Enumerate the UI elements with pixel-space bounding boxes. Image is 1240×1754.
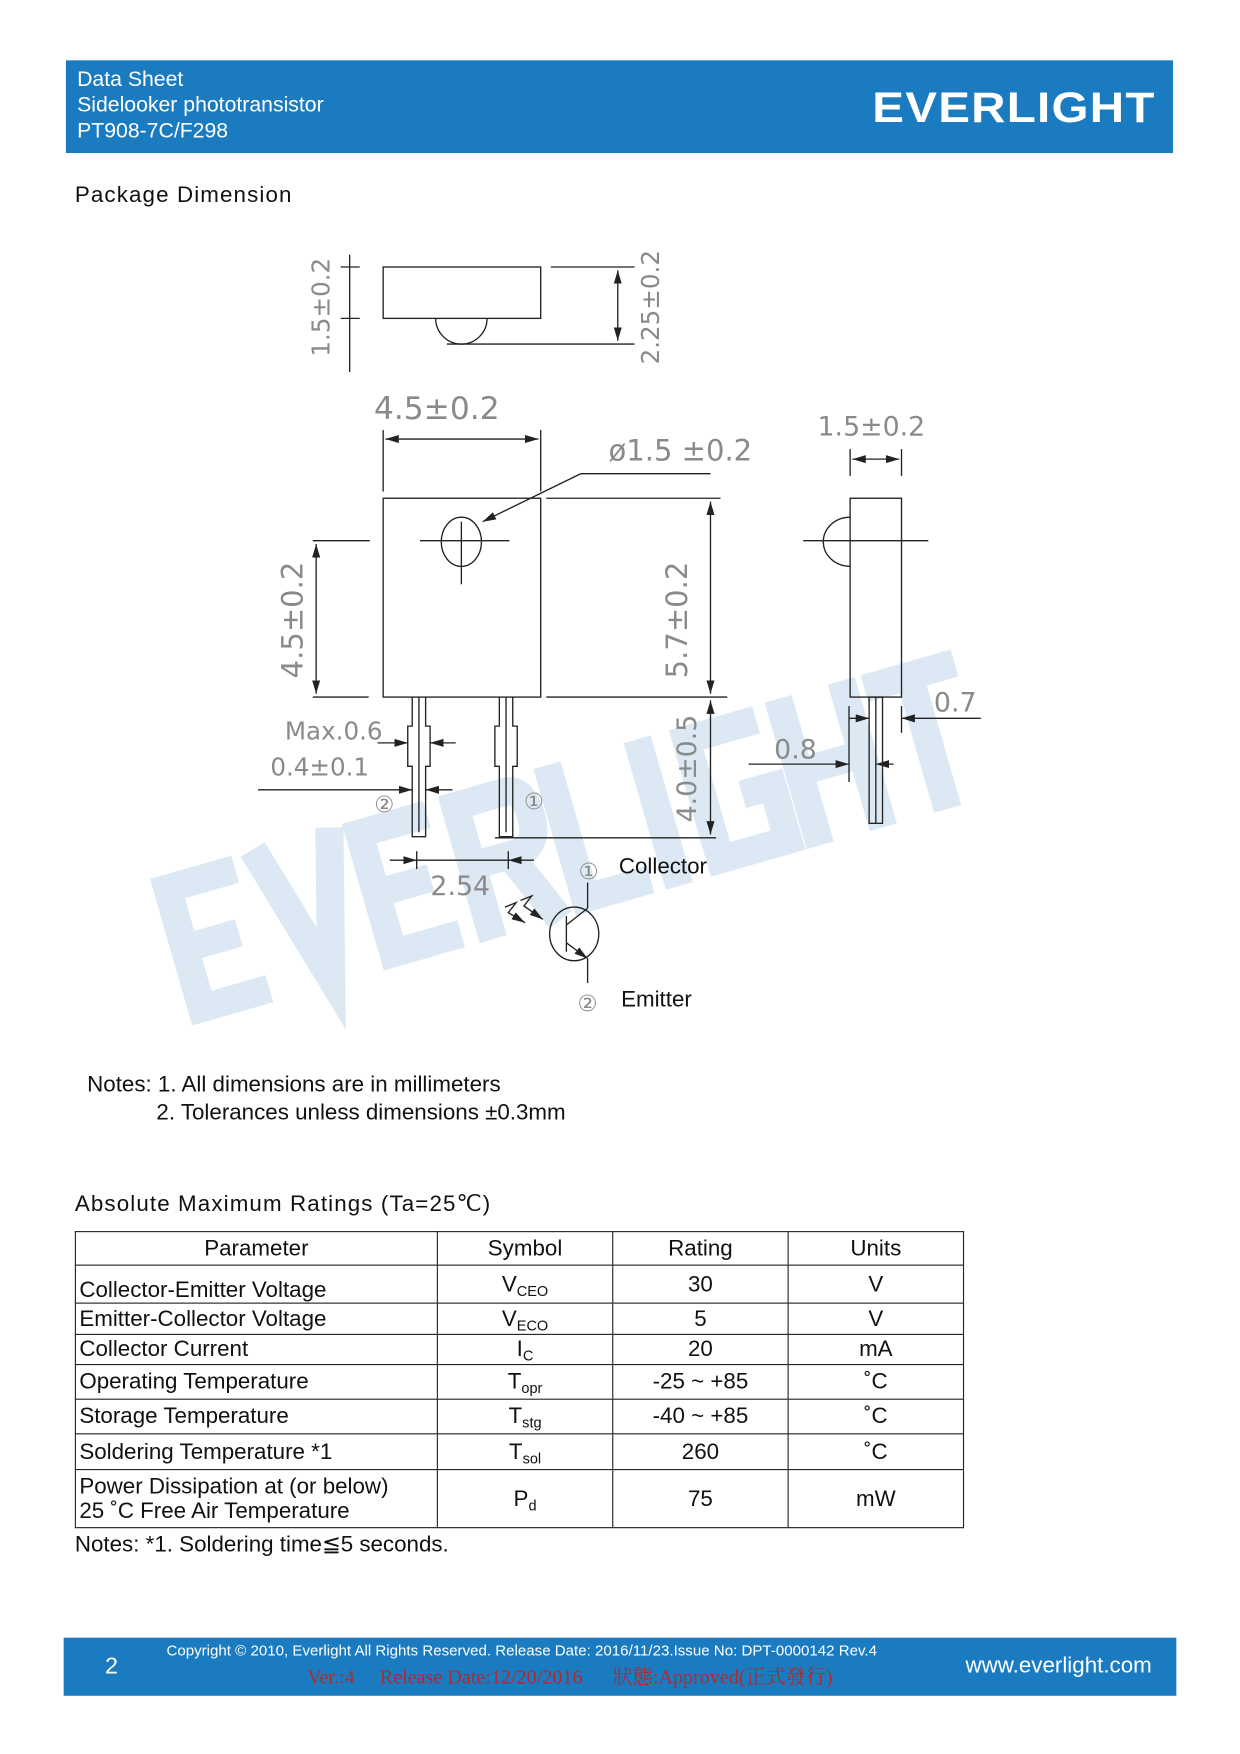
collector-label: Collector <box>618 853 707 879</box>
dim-lead-length: 4.0±0.5 <box>671 714 703 823</box>
symbol-cell: $T_{opr}$ <box>437 1365 612 1400</box>
page-number: 2 <box>105 1653 119 1680</box>
phototransistor-symbol <box>550 907 599 961</box>
rating-cell: 75 <box>613 1470 788 1528</box>
dim-lead-max: Max.0.6 <box>284 716 383 746</box>
copyright-text: Copyright © 2010, Everlight All Rights Reserved. Release Date: 2016/11/23.Issue No: DPT-0000142 Rev.4 <box>166 1642 878 1659</box>
dim-top-total: 2.25±0.2 <box>636 250 666 365</box>
side-view-lens <box>823 517 850 566</box>
emitter-label: Emitter <box>621 986 692 1012</box>
table-row <box>75 1434 963 1470</box>
collector-pin-mark: ① <box>578 859 599 886</box>
dim-width: 4.5±0.2 <box>373 390 500 427</box>
unit-cell: V <box>788 1303 963 1334</box>
col-header: Rating <box>613 1232 788 1266</box>
dim-lead-width: 0.4±0.1 <box>270 752 370 782</box>
watermark <box>164 649 993 1021</box>
rating-cell: -40 ~ +85 <box>613 1399 788 1434</box>
rating-cell: 260 <box>613 1434 788 1470</box>
param-cell: Operating Temperature <box>75 1365 437 1400</box>
part-number: PT908-7C/F298 <box>77 119 229 143</box>
package-note-1: Notes: 1. All dimensions are in millimeters <box>87 1072 501 1098</box>
symbol-cell: $P_d$ <box>437 1470 612 1528</box>
symbol-cell: $V_{ECO}$ <box>437 1303 612 1334</box>
emitter-pin-mark: ② <box>577 990 598 1017</box>
symbol-cell: $T_{stg}$ <box>437 1399 612 1434</box>
dim-side-width: 1.5±0.2 <box>817 411 926 443</box>
light-arrow-icon <box>505 903 525 923</box>
param-cell: Storage Temperature <box>75 1399 437 1434</box>
col-header: Units <box>788 1232 963 1266</box>
unit-cell: mW <box>788 1470 963 1528</box>
dim-lens-position: 4.5±0.2 <box>275 561 310 679</box>
symbol-cell: $I_C$ <box>437 1334 612 1364</box>
dim-body-height: 5.7±0.2 <box>660 561 695 679</box>
pin-2-mark: ② <box>374 792 395 819</box>
dim-pitch: 2.54 <box>430 870 491 902</box>
table-row <box>75 1399 963 1434</box>
top-view-lens <box>436 318 487 344</box>
package-dimension-title: Package Dimension <box>74 183 293 208</box>
dim-side-08: 0.8 <box>774 734 817 766</box>
col-header: Parameter <box>75 1232 437 1266</box>
table-row <box>75 1365 963 1400</box>
param-cell: Collector-Emitter Voltage <box>75 1265 437 1303</box>
unit-cell: ˚C <box>788 1434 963 1470</box>
unit-cell: ˚C <box>788 1365 963 1400</box>
param-cell: Power Dissipation at (or below) 25 ˚C Free Air Temperature <box>75 1470 437 1528</box>
table-row <box>75 1303 963 1334</box>
symbol-cell: $T_{sol}$ <box>437 1434 612 1470</box>
table-row <box>75 1470 963 1528</box>
dim-side-07: 0.7 <box>933 687 977 719</box>
website-link[interactable]: www.everlight.com <box>965 1653 1152 1678</box>
doc-type: Data Sheet <box>77 68 184 92</box>
approval-stamp: Ver.:4 Release Date:12/20/2016 狀態:Approved(正式發行) <box>307 1665 833 1688</box>
package-note-2: 2. Tolerances unless dimensions ±0.3mm <box>156 1100 566 1125</box>
unit-cell: V <box>788 1265 963 1303</box>
table-row <box>75 1334 963 1364</box>
param-cell: Collector Current <box>75 1334 437 1364</box>
ratings-title: Absolute Maximum Ratings (Ta=25℃) <box>74 1191 492 1217</box>
param-cell: Emitter-Collector Voltage <box>75 1303 437 1334</box>
footer-bar <box>64 1638 1177 1696</box>
everlight-logo: EVERLIGHT <box>871 84 1156 132</box>
product-type: Sidelooker phototransistor <box>77 93 324 118</box>
unit-cell: ˚C <box>788 1399 963 1434</box>
rating-cell: 30 <box>613 1265 788 1303</box>
table-header-row <box>75 1232 963 1266</box>
rating-cell: -25 ~ +85 <box>613 1365 788 1400</box>
unit-cell: mA <box>788 1334 963 1364</box>
pin-1-mark: ① <box>523 788 544 815</box>
ratings-note: Notes: *1. Soldering time≦5 seconds. <box>74 1532 449 1558</box>
top-view-body <box>383 267 541 318</box>
col-header: Symbol <box>437 1232 612 1266</box>
dim-top-height: 1.5±0.2 <box>306 257 336 357</box>
rating-cell: 5 <box>613 1303 788 1334</box>
ratings-section <box>75 1231 964 1558</box>
param-cell: Soldering Temperature *1 <box>75 1434 437 1470</box>
rating-cell: 20 <box>613 1334 788 1364</box>
symbol-cell: $V_{CEO}$ <box>437 1265 612 1303</box>
dim-lens-diameter: ø1.5 ±0.2 <box>608 433 753 468</box>
ratings-table <box>75 1231 964 1528</box>
table-row <box>75 1265 963 1303</box>
